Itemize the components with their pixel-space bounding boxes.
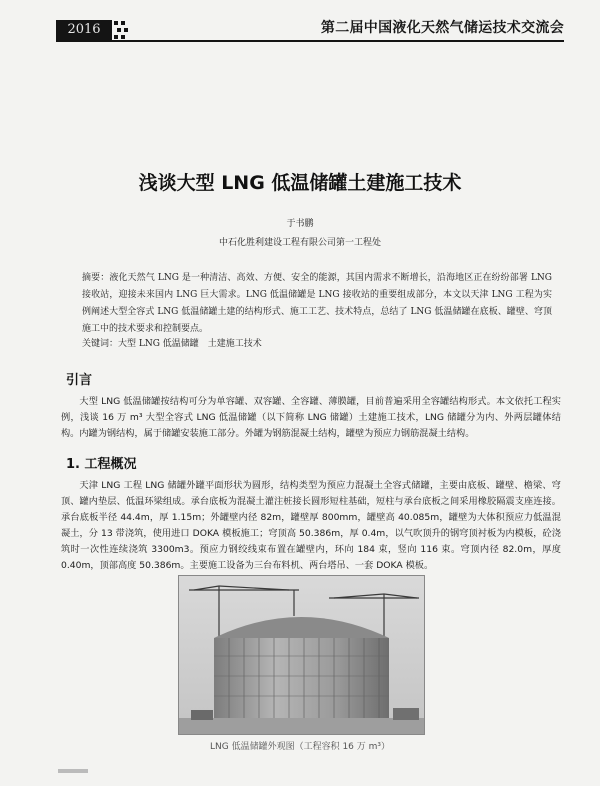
header-rule — [56, 40, 564, 42]
year-badge: 2016 — [56, 20, 112, 40]
lng-tank-photo — [178, 575, 425, 735]
section-text-intro: 大型 LNG 低温储罐按结构可分为单容罐、双容罐、全容罐、薄膜罐，目前普遍采用全容罐结构形式。本文依托工程实例，浅谈 16 万 m³ 大型全容式 LNG 低温储罐（以下简称 LNG 储罐）土建施工技术，LNG 储罐分为内、外两层罐体结构。内罐为钢结构，属于储罐安装施工部分。外罐为钢筋混凝土结构，罐壁为预应力钢筋混凝土结构。 — [61, 396, 561, 439]
author-name: 于书鹏 — [286, 219, 314, 229]
lng-tank-illustration — [179, 576, 424, 734]
author-affiliation: 中石化胜利建设工程有限公司第一工程处 — [218, 238, 381, 248]
keywords: 关键词：大型 LNG 低温储罐 土建施工技术 — [82, 339, 262, 349]
section-heading-overview: 1. 工程概况 — [66, 457, 137, 472]
article-title: 浅谈大型 LNG 低温储罐土建施工技术 — [138, 172, 462, 194]
header-dot-ornament — [113, 19, 131, 41]
figure-caption: LNG 低温储罐外观图（工程容积 16 万 m³） — [210, 742, 390, 752]
conference-title: 第二届中国液化天然气储运技术交流会 — [320, 20, 564, 36]
footer-mark — [58, 769, 88, 773]
section-heading-intro: 引言 — [66, 373, 93, 388]
abstract: 摘要：液化天然气 LNG 是一种清洁、高效、方便、安全的能源，其国内需求不断增长，沿海地区正在纷纷部署 LNG 接收站，迎接未来国内 LNG 巨大需求。LNG 低温储罐是 LNG 接收站的重要组成部分，本文以天津 LNG 工程为实例阐述大型全容式 LNG 低温储罐土建的结构形式、施工工艺、技术特点，总结了 LNG 低温储罐在底板、罐壁、穹顶施工中的技术要求和控制要点。 — [82, 273, 552, 334]
section-text-overview: 天津 LNG 工程 LNG 储罐外罐平面形状为圆形，结构类型为预应力混凝土全容式储罐，主要由底板、罐壁、檐梁、穹顶、罐内垫层、低温环梁组成。承台底板为混凝土灌注桩接长圆形短柱基础，短柱与承台底板之间采用橡胶隔震支座连接。承台底板半径 44.4m，厚 1.15m；外罐壁内径 82m，罐壁厚 800mm，罐壁高 40.085m，罐壁为大体积预应力低温混凝土，分 13 带浇筑，使用进口 DOKA 模板施工；穹顶高 50.386m，厚 0.4m，以气吹顶升的钢穹顶衬板为内模板，砼浇筑时一次性连续浇筑 3300m3。预应力钢绞线束布置在罐壁内，环向 184 束，竖向 116 束。穹顶内径 82.0m，厚度 0.40m，顶部高度 50.386m。主要施工设备为三台布料机、两台塔吊、一套 DOKA 模板。 — [61, 480, 561, 571]
